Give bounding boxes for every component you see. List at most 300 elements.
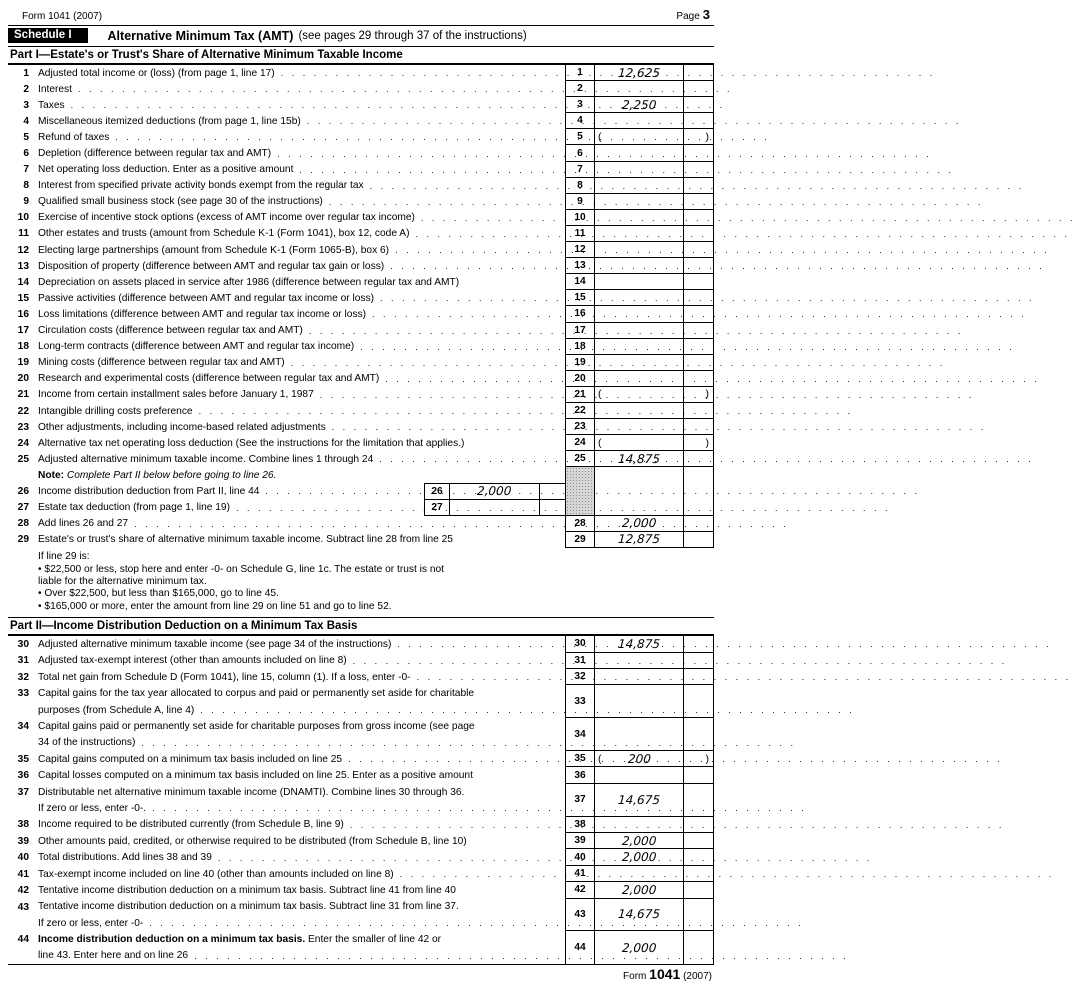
amount-cell — [595, 129, 683, 145]
row-line-1 — [8, 65, 714, 81]
line-number-box: 25 — [565, 451, 595, 467]
cents-cell — [683, 339, 714, 355]
line-number-box: 17 — [565, 323, 595, 339]
cents-cell — [683, 419, 714, 435]
dot-leader — [394, 869, 565, 879]
line-number-margin: 18 — [17, 341, 29, 353]
cents-cell — [683, 866, 714, 882]
cents-cell — [683, 242, 714, 258]
row-line-8 — [8, 178, 714, 194]
amount-cell — [595, 849, 683, 865]
amount-cell — [595, 113, 683, 129]
amount-cell — [595, 718, 683, 751]
cents-cell — [539, 483, 565, 499]
cents-cell — [683, 113, 714, 129]
amount-value: 14,875 — [617, 636, 661, 651]
line-number-margin: 28 — [17, 518, 29, 530]
line-label: Income required to be distributed currently (from Schedule B, line 9) — [38, 819, 344, 831]
open-paren: ( — [598, 388, 602, 401]
page-number: 3 — [702, 7, 710, 22]
line-number-box: 22 — [565, 403, 595, 419]
amount-cell — [595, 419, 683, 435]
row-line-3 — [8, 97, 714, 113]
if-line-29-instructions — [8, 548, 714, 615]
line-number-box: 14 — [565, 274, 595, 290]
line-number-box: 27 — [424, 500, 450, 516]
row-line-42 — [8, 882, 714, 898]
cents-cell — [683, 323, 714, 339]
line-label: Interest from specified private activity bonds exempt from the regular tax — [38, 180, 364, 192]
line-label: Loss limitations (difference between AMT and regular tax income or loss) — [38, 308, 367, 320]
line-number-margin: 6 — [23, 148, 29, 160]
cents-cell — [683, 784, 714, 817]
line-label: Tax-exempt income included on line 40 (other than amounts included on line 8) — [38, 868, 394, 880]
line-label: Capital gains for the tax year allocated to corpus and paid or permanently set aside for charitable — [38, 688, 475, 700]
row-line-34 — [8, 718, 714, 751]
bullet-line: • $22,500 or less, stop here and enter -0- on Schedule G, line 1c. The estate or trust is not — [38, 563, 445, 575]
dot-leader — [379, 374, 565, 384]
line-number-box: 11 — [565, 226, 595, 242]
row-line-15 — [8, 290, 714, 306]
line-number-margin: 26 — [17, 485, 29, 497]
footer-form-number: 1041 — [649, 966, 681, 982]
line-number-box: 20 — [565, 371, 595, 387]
line-number-box: 34 — [565, 718, 595, 751]
cents-cell — [683, 290, 714, 306]
cents-cell — [683, 145, 714, 161]
amount-cell — [595, 210, 683, 226]
amount-value: 12,625 — [617, 65, 661, 80]
line-number-margin: 10 — [17, 212, 29, 224]
cents-cell — [683, 274, 714, 290]
amount-cell — [595, 258, 683, 274]
row-line-9 — [8, 194, 714, 210]
row-line-29 — [8, 532, 714, 548]
amount-value: 200 — [627, 751, 651, 766]
dot-leader — [384, 261, 565, 271]
line-number-margin: 39 — [17, 835, 29, 847]
amount-cell — [595, 387, 683, 403]
amount-cell — [595, 435, 683, 451]
row-line-44 — [8, 931, 714, 964]
dot-leader — [344, 820, 565, 830]
cents-cell: ) — [683, 435, 714, 451]
note-and-lines-26-27-group — [8, 467, 714, 515]
line-number-margin: 14 — [17, 276, 29, 288]
dot-leader — [326, 422, 565, 432]
line-number-box: 41 — [565, 866, 595, 882]
amount-value: 2,000 — [621, 833, 657, 848]
line-label: Total distributions. Add lines 38 and 39 — [38, 852, 212, 864]
amount-cell — [595, 145, 683, 161]
line-label-2: If zero or less, enter -0- — [38, 917, 144, 929]
dot-leader — [373, 454, 565, 464]
line-number-margin: 43 — [17, 901, 29, 913]
line-number-margin: 42 — [17, 884, 29, 896]
line-label: Research and experimental costs (difference between regular tax and AMT) — [38, 373, 380, 385]
row-line-40 — [8, 849, 714, 865]
amount-cell — [595, 882, 683, 898]
line-number-margin: 38 — [17, 819, 29, 831]
note-text: Note: Complete Part II below before going to line 26. — [38, 469, 277, 481]
line-number-margin: 16 — [17, 308, 29, 320]
line-number-box: 37 — [565, 784, 595, 817]
amount-cell — [595, 162, 683, 178]
row-line-13 — [8, 258, 714, 274]
line-number-margin: 24 — [17, 437, 29, 449]
cents-cell — [683, 210, 714, 226]
cents-cell — [683, 516, 714, 532]
amount-value: 14,675 — [617, 907, 661, 922]
line-number-box: 44 — [565, 931, 595, 964]
amount-cell — [595, 290, 683, 306]
row-line-21 — [8, 387, 714, 403]
cents-cell — [683, 833, 714, 849]
line-label: Passive activities (difference between AMT and regular tax income or loss) — [38, 292, 374, 304]
line-number-margin: 30 — [17, 638, 29, 650]
line-number-margin: 15 — [17, 292, 29, 304]
line-number-box: 32 — [565, 669, 595, 685]
dot-leader — [314, 390, 565, 400]
row-line-41 — [8, 866, 714, 882]
line-number-box: 1 — [565, 65, 595, 81]
cents-cell — [683, 178, 714, 194]
cents-cell — [683, 882, 714, 898]
cents-cell: ) — [683, 751, 714, 767]
cents-cell — [683, 931, 714, 964]
row-line-7 — [8, 162, 714, 178]
row-line-28 — [8, 516, 714, 532]
line-number-margin: 19 — [17, 357, 29, 369]
dot-leader — [389, 245, 565, 255]
amount-cell — [595, 866, 683, 882]
cents-cell — [683, 817, 714, 833]
line-label-2: If zero or less, enter -0-. — [38, 802, 147, 814]
line-number-margin: 23 — [17, 421, 29, 433]
line-number-margin: 4 — [23, 115, 29, 127]
amount-value: 2,250 — [621, 97, 657, 112]
note-row — [8, 467, 565, 483]
row-line-11 — [8, 226, 714, 242]
amount-cell — [595, 81, 683, 97]
line-number-margin: 32 — [17, 671, 29, 683]
line-number-margin: 8 — [23, 180, 29, 192]
cents-cell — [683, 226, 714, 242]
line-label: Miscellaneous itemized deductions (from page 1, line 15b) — [38, 115, 301, 127]
row-line-14 — [8, 274, 714, 290]
dot-leader — [143, 918, 565, 928]
row-line-22 — [8, 403, 714, 419]
dot-leader — [135, 738, 565, 748]
dot-leader — [354, 342, 565, 352]
line-number-box: 18 — [565, 339, 595, 355]
line-number-margin: 20 — [17, 373, 29, 385]
line-number-margin: 34 — [17, 721, 29, 733]
line-label: Adjusted alternative minimum taxable income. Combine lines 1 through 24 — [38, 453, 374, 465]
line-number-margin: 9 — [23, 196, 29, 208]
page-footer: Form 1041 (2007) — [8, 964, 714, 982]
line-number-box: 2 — [565, 81, 595, 97]
row-line-20 — [8, 371, 714, 387]
line-label-2: purposes (from Schedule A, line 4) — [38, 704, 195, 716]
line-number-margin: 25 — [17, 453, 29, 465]
if-line-29-intro: If line 29 is: — [38, 551, 90, 563]
merged-amount-cell — [595, 467, 683, 515]
line-number-margin: 37 — [17, 786, 29, 798]
dot-leader — [323, 197, 565, 207]
line-label: Net operating loss deduction. Enter as a positive amount — [38, 164, 294, 176]
merged-right-cells — [565, 467, 714, 515]
cents-cell — [683, 685, 714, 718]
line-number-box: 13 — [565, 258, 595, 274]
line-number-box: 15 — [565, 290, 595, 306]
schedule-subtitle: (see pages 29 through 37 of the instructions) — [298, 29, 527, 42]
amount-cell — [595, 371, 683, 387]
schedule-title: Alternative Minimum Tax (AMT) — [107, 28, 294, 43]
cents-cell — [683, 258, 714, 274]
cents-cell: ) — [683, 129, 714, 145]
row-line-5 — [8, 129, 714, 145]
line-number-box: 24 — [565, 435, 595, 451]
amount-cell — [450, 500, 539, 516]
dot-leader — [301, 116, 565, 126]
amount-cell — [595, 685, 683, 718]
row-line-31 — [8, 653, 714, 669]
cents-cell — [683, 532, 714, 548]
amount-cell — [595, 653, 683, 669]
dot-leader — [259, 486, 424, 496]
page-header — [8, 7, 714, 25]
line-number-box: 9 — [565, 194, 595, 210]
open-paren: ( — [598, 436, 602, 449]
amount-cell — [595, 226, 683, 242]
line-number-box: 19 — [565, 355, 595, 371]
row-line-43 — [8, 899, 714, 932]
cents-cell — [683, 451, 714, 467]
cents-cell — [683, 653, 714, 669]
row-line-25 — [8, 451, 714, 467]
cents-cell — [683, 81, 714, 97]
amount-cell — [595, 323, 683, 339]
cents-cell — [683, 849, 714, 865]
bullet-line: • Over $22,500, but less than $165,000, go to line 45. — [38, 588, 279, 600]
line-label: Mining costs (difference between regular tax and AMT) — [38, 357, 285, 369]
line-label: Intangible drilling costs preference — [38, 405, 193, 417]
line-number-box: 43 — [565, 899, 595, 932]
amount-cell — [595, 274, 683, 290]
dot-leader — [128, 519, 565, 529]
line-label: Long-term contracts (difference between AMT and regular tax income) — [38, 341, 355, 353]
line-number-margin: 12 — [17, 244, 29, 256]
amount-cell — [595, 532, 683, 548]
dot-leader — [193, 406, 565, 416]
open-paren: ( — [598, 752, 602, 765]
amount-value: 2,000 — [621, 940, 657, 955]
row-line-24 — [8, 435, 714, 451]
amount-cell — [595, 194, 683, 210]
line-label: Adjusted total income or (loss) (from page 1, line 17) — [38, 67, 275, 79]
line-number-margin: 11 — [18, 228, 29, 240]
row-line-39 — [8, 833, 714, 849]
line-number-margin: 35 — [17, 753, 29, 765]
line-number-margin: 33 — [17, 688, 29, 700]
dot-leader — [342, 754, 565, 764]
cents-cell — [539, 500, 565, 516]
line-label: Distributable net alternative minimum taxable income (DNAMTI). Combine lines 30 through 36. — [38, 786, 465, 798]
line-label: Alternative tax net operating loss deduction (See the instructions for the limitation that applies.) — [38, 437, 465, 449]
amount-value: 2,000 — [621, 882, 657, 897]
cents-cell — [683, 97, 714, 113]
dot-leader — [212, 853, 565, 863]
row-line-2 — [8, 81, 714, 97]
amount-cell — [595, 242, 683, 258]
row-line-4 — [8, 113, 714, 129]
line-number-box: 10 — [565, 210, 595, 226]
amount-cell — [595, 669, 683, 685]
dot-leader — [347, 656, 565, 666]
dot-leader — [366, 309, 565, 319]
line-label: Other estates and trusts (amount from Schedule K-1 (Form 1041), box 12, code A) — [38, 228, 410, 240]
line-label: Income distribution deduction on a minimum tax basis. Enter the smaller of line 42 or — [38, 934, 442, 946]
line-number-margin: 41 — [17, 868, 29, 880]
amount-value: 2,000 — [621, 516, 657, 531]
line-number-margin: 29 — [17, 534, 29, 546]
row-line-18 — [8, 339, 714, 355]
line-label: Depreciation on assets placed in service after 1986 (difference between regular tax and AMT) — [38, 276, 460, 288]
line-label: Other adjustments, including income-based related adjustments — [38, 421, 326, 433]
line-label: Disposition of property (difference between AMT and regular tax gain or loss) — [38, 260, 385, 272]
amount-cell — [595, 355, 683, 371]
dot-leader — [230, 503, 424, 513]
row-line-35 — [8, 751, 714, 767]
line-label: Refund of taxes — [38, 131, 110, 143]
line-number-box: 4 — [565, 113, 595, 129]
amount-value: 12,875 — [617, 532, 661, 547]
line-number-margin: 40 — [17, 852, 29, 864]
amount-value: 2,000 — [476, 484, 513, 499]
amount-cell — [595, 817, 683, 833]
line-number-margin: 44 — [17, 934, 29, 946]
line-label: Capital gains computed on a minimum tax basis included on line 25 — [38, 753, 343, 765]
line-label-2: line 43. Enter here and on line 26 — [38, 950, 189, 962]
line-number-margin: 36 — [17, 770, 29, 782]
cents-cell — [683, 403, 714, 419]
cents-cell — [683, 767, 714, 783]
dot-leader — [364, 181, 565, 191]
dot-leader — [271, 149, 565, 159]
line-number-box: 38 — [565, 817, 595, 833]
line-number-box: 7 — [565, 162, 595, 178]
part2-table — [8, 636, 714, 964]
line-number-box: 3 — [565, 97, 595, 113]
dot-leader — [188, 951, 565, 961]
line-label: Tentative income distribution deduction on a minimum tax basis. Subtract line 31 from line 37. — [38, 901, 459, 913]
line-number-box: 35 — [565, 751, 595, 767]
amount-value: 2,000 — [621, 850, 657, 865]
row-line-38 — [8, 817, 714, 833]
dot-leader — [194, 705, 565, 715]
line-number-margin: 13 — [17, 260, 29, 272]
line-label: Qualified small business stock (see page 30 of the instructions) — [38, 196, 323, 208]
line-number-box: 26 — [424, 483, 450, 499]
cents-cell — [683, 669, 714, 685]
dot-leader — [109, 132, 565, 142]
amount-cell — [595, 899, 683, 932]
line-label: Electing large partnerships (amount from Schedule K-1 (Form 1065-B), box 6) — [38, 244, 390, 256]
amount-cell — [595, 931, 683, 964]
amount-cell — [595, 751, 683, 767]
amount-cell — [595, 97, 683, 113]
line-label: Add lines 26 and 27 — [38, 518, 129, 530]
open-paren: ( — [598, 130, 602, 143]
line-number-margin: 21 — [17, 389, 29, 401]
dot-leader — [409, 229, 565, 239]
line-number-box: 6 — [565, 145, 595, 161]
line-number-margin: 3 — [23, 99, 29, 111]
row-line-27 — [8, 500, 565, 516]
amount-cell — [595, 833, 683, 849]
line-number-box: 5 — [565, 129, 595, 145]
part1-title: Part I—Estate's or Trust's Share of Alternative Minimum Taxable Income — [8, 47, 714, 65]
amount-cell — [595, 65, 683, 81]
line-label: Capital gains paid or permanently set aside for charitable purposes from gross income (see page — [38, 720, 475, 732]
part2-title: Part II—Income Distribution Deduction on a Minimum Tax Basis — [8, 617, 714, 636]
amount-cell — [595, 636, 683, 652]
line-number-box: 16 — [565, 306, 595, 322]
dot-leader — [303, 326, 565, 336]
line-label: Exercise of incentive stock options (excess of AMT income over regular tax income) — [38, 212, 415, 224]
line-number-box: 42 — [565, 882, 595, 898]
dot-leader — [285, 358, 565, 368]
dot-leader — [391, 639, 565, 649]
form-id: Form 1041 (2007) — [22, 11, 103, 22]
amount-value: 14,675 — [617, 792, 661, 807]
amount-value: 14,875 — [617, 451, 661, 466]
line-label: Circulation costs (difference between regular tax and AMT) — [38, 325, 303, 337]
line-number-box: 28 — [565, 516, 595, 532]
amount-cell — [450, 483, 539, 499]
line-label: Tentative income distribution deduction on a minimum tax basis. Subtract line 41 from line 40 — [38, 884, 456, 896]
row-line-6 — [8, 145, 714, 161]
line-label: Estate tax deduction (from page 1, line 19) — [38, 502, 230, 514]
line-label: Other amounts paid, credited, or otherwise required to be distributed (from Schedule B, line 10) — [38, 835, 467, 847]
line-label: Adjusted tax-exempt interest (other than amounts included on line 8) — [38, 655, 347, 667]
row-line-26 — [8, 483, 565, 499]
line-number-box: 23 — [565, 419, 595, 435]
row-line-32 — [8, 669, 714, 685]
line-label: Interest — [38, 83, 72, 95]
line-number-margin: 7 — [23, 164, 29, 176]
shaded-cell — [565, 467, 595, 515]
dot-leader — [275, 68, 565, 78]
dot-leader — [65, 100, 565, 110]
line-label: Estate's or trust's share of alternative minimum taxable income. Subtract line 28 from line 25 — [38, 534, 453, 546]
amount-cell — [595, 784, 683, 817]
line-number-margin: 22 — [17, 405, 29, 417]
amount-cell — [595, 516, 683, 532]
part1-table — [8, 65, 714, 548]
page-indicator: Page 3 — [676, 7, 710, 22]
row-line-23 — [8, 419, 714, 435]
dot-leader — [72, 84, 565, 94]
row-line-17 — [8, 323, 714, 339]
amount-cell — [595, 306, 683, 322]
line-label: Capital losses computed on a minimum tax basis included on line 25. Enter as a positive amount — [38, 770, 473, 782]
line-label-2: 34 of the instructions) — [38, 737, 136, 749]
line-number-box: 30 — [565, 636, 595, 652]
line-number-margin: 1 — [23, 67, 29, 79]
bullet-line: • $165,000 or more, enter the amount from line 29 on line 51 and go to line 52. — [38, 600, 392, 612]
